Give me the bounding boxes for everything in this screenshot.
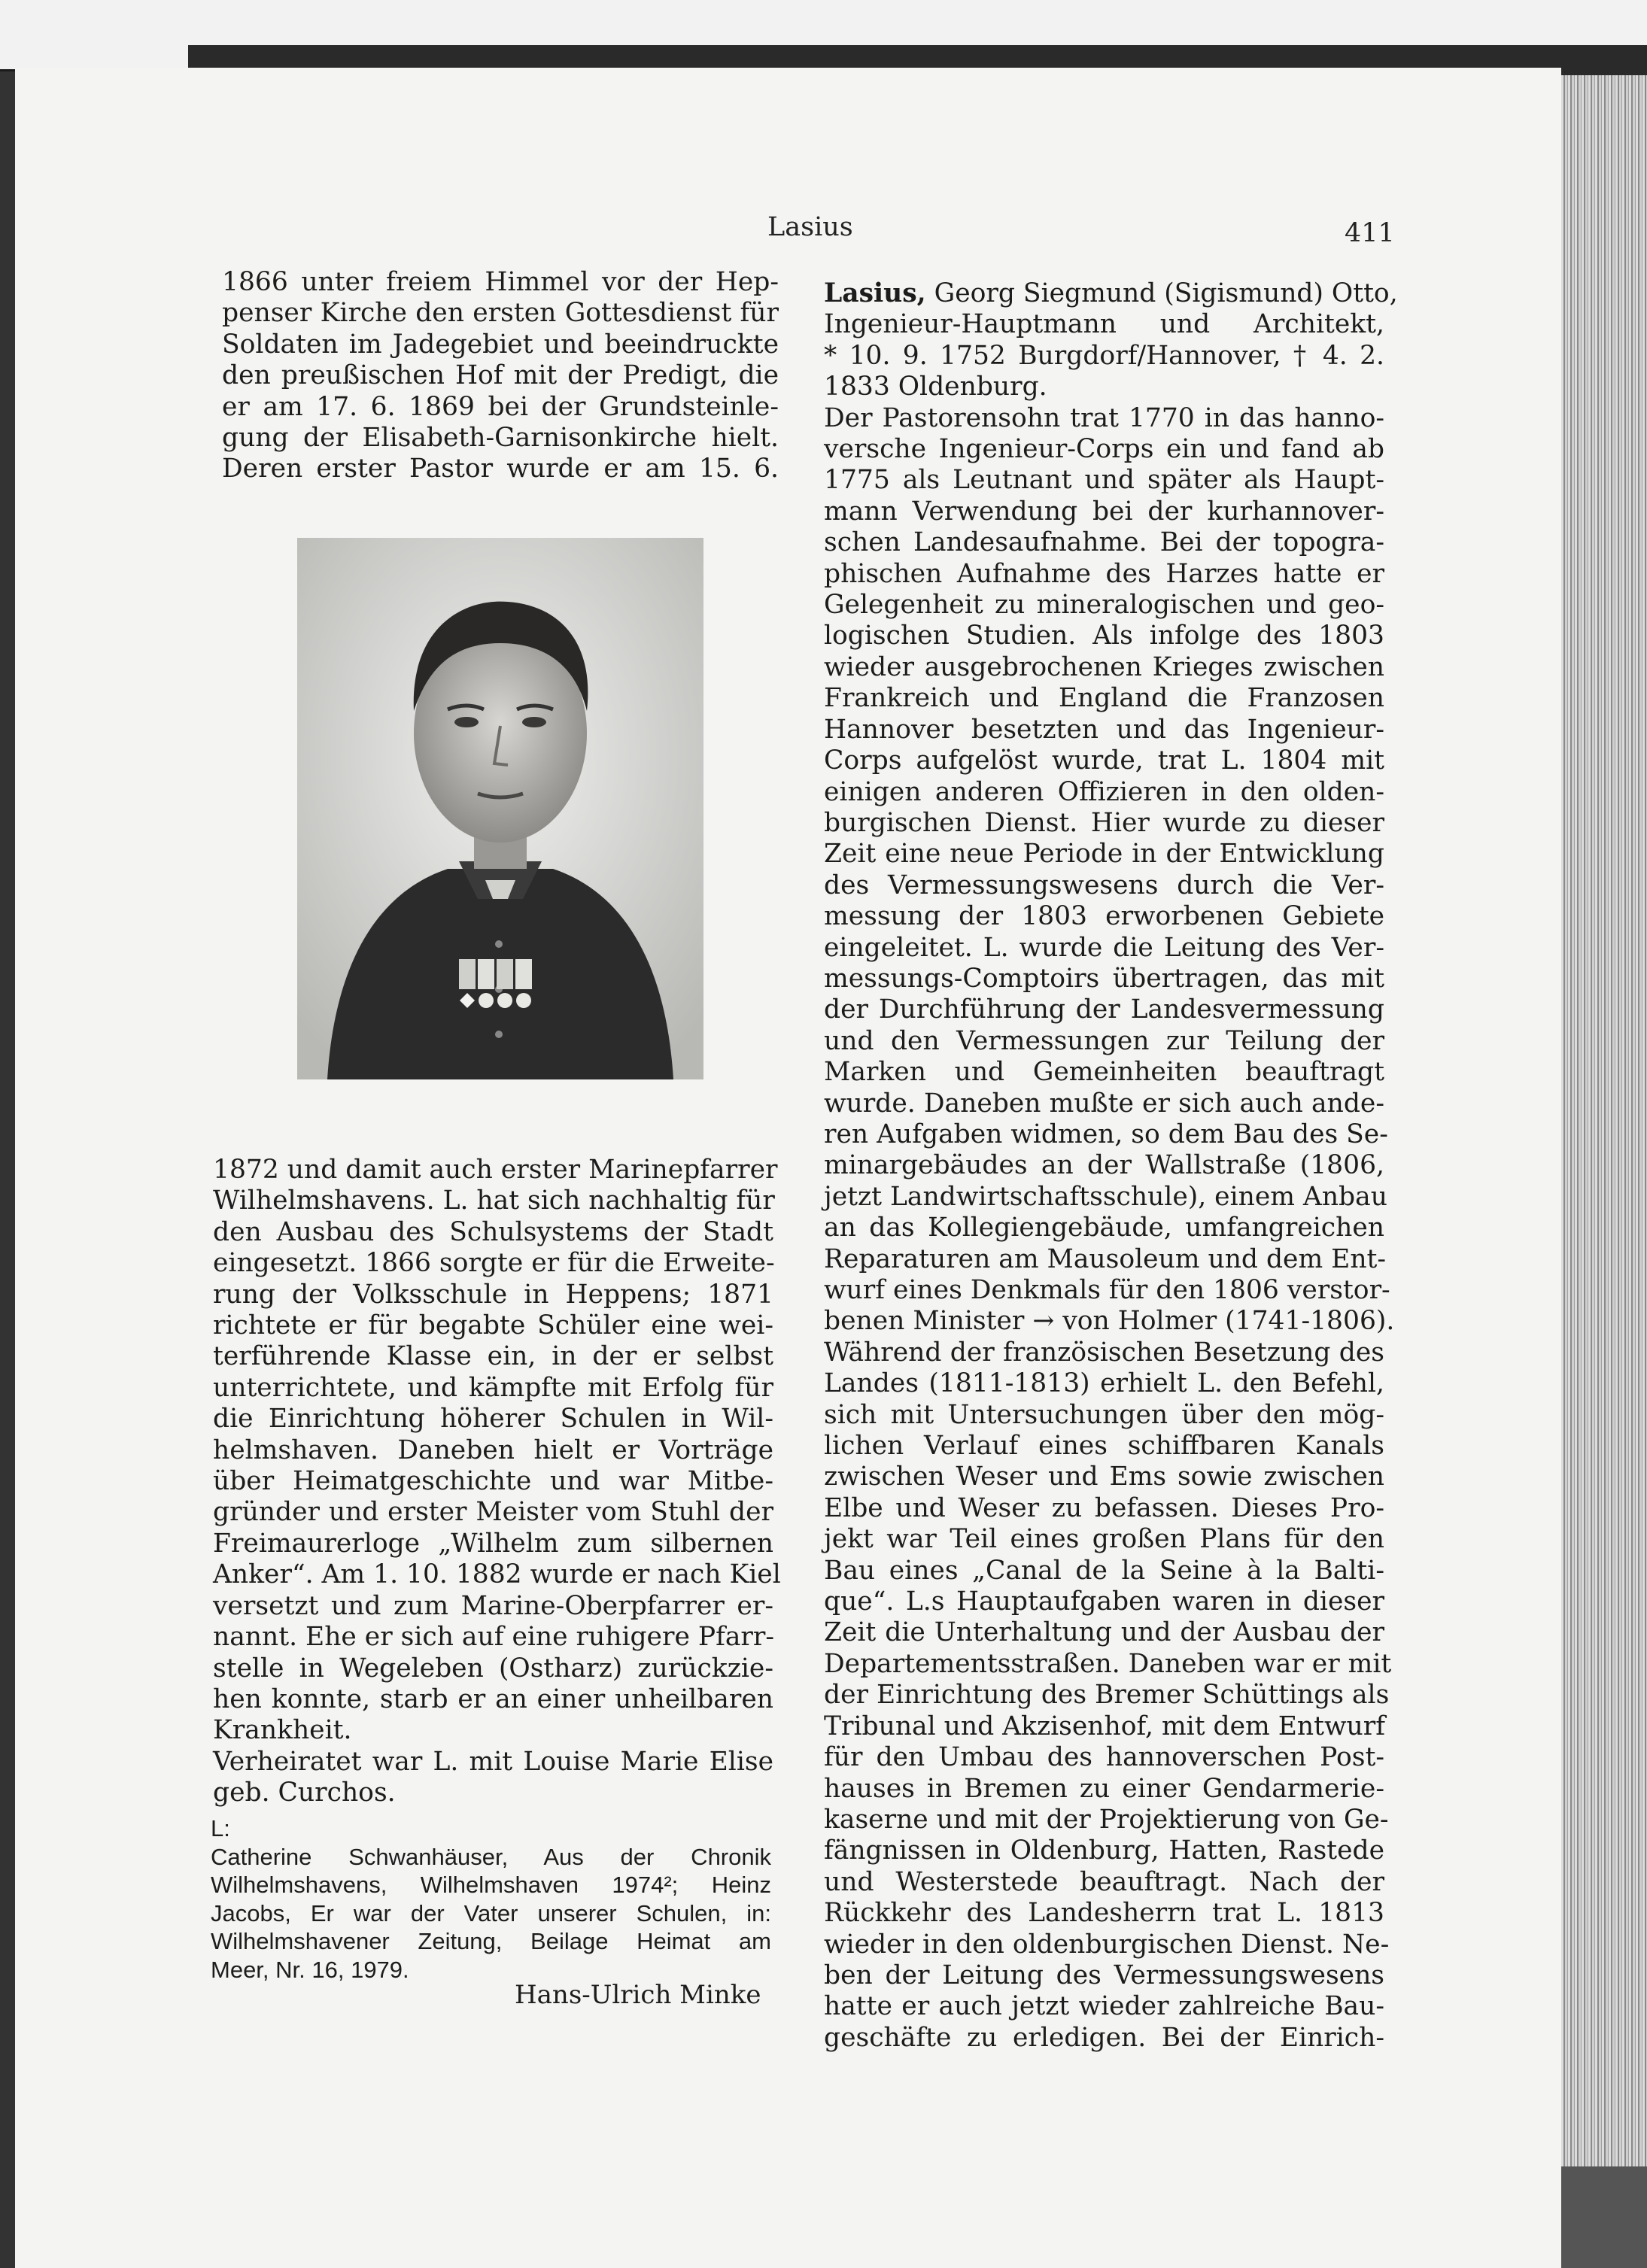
text-line: 1775 als Leutnant und später als Haupt- [824,465,1384,496]
entry-name-rest: Georg Siegmund (Sigismund) Otto, [925,278,1398,308]
text-line: nannt. Ehe er sich auf eine ruhigere Pfarr- [213,1622,775,1653]
text-line: er am 17. 6. 1869 bei der Grundsteinle- [222,391,779,422]
text-line: über Heimatgeschichte und war Mitbe- [213,1466,773,1497]
text-line: den preußischen Hof mit der Predigt, die [222,360,779,391]
text-line: ren Aufgaben widmen, so dem Bau des Se- [824,1119,1388,1149]
text-line: hatte er auch jetzt wieder zahlreiche Bau- [824,1991,1384,2022]
text-line: versetzt und zum Marine-Oberpfarrer er- [213,1590,773,1621]
text-line: sich mit Untersuchungen über den mög- [824,1399,1384,1430]
text-line: unterrichtete, und kämpfte mit Erfolg für [213,1372,773,1403]
text-line: hen konnte, starb er an einer unheilbaren [213,1684,773,1714]
book-left-edge [0,71,17,2268]
text-line: Gelegenheit zu mineralogischen und geo- [824,590,1384,621]
text-line: kaserne und mit der Projektierung von Ge- [824,1804,1389,1835]
text-line: rung der Volksschule in Heppens; 1871 [213,1279,773,1310]
text-line: messung der 1803 erworbenen Gebiete [824,901,1384,932]
text-line: burgischen Dienst. Hier wurde zu dieser [824,807,1384,838]
text-line: * 10. 9. 1752 Burgdorf/Hannover, † 4. 2. [824,340,1384,371]
text-line: wurf eines Denkmals für den 1806 verstor- [824,1275,1390,1305]
text-line: und den Vermessungen zur Teilung der [824,1025,1384,1056]
text-line: logischen Studien. Als infolge des 1803 [824,621,1384,651]
text-line: zwischen Weser und Ems sowie zwischen [824,1462,1384,1492]
text-line: ben der Leitung des Vermessungswesens [824,1960,1384,1990]
text-line: Anker“. Am 1. 10. 1882 wurde er nach Kiel [213,1559,781,1590]
right-column-text [824,278,1398,2054]
text-line: wieder in den oldenburgischen Dienst. Ne- [824,1929,1390,1960]
text-line: gung der Elisabeth-Garnisonkirche hielt. [222,423,779,454]
text-line: für den Umbau des hannoverschen Post- [824,1742,1384,1773]
text-line: Marken und Gemeinheiten beauftragt [824,1057,1384,1088]
text-line: penser Kirche den ersten Gottesdienst für [222,298,779,329]
text-line: terführende Klasse ein, in der er selbst [213,1341,773,1372]
text-line: Reparaturen am Mausoleum und dem Ent- [824,1243,1387,1274]
text-line: schen Landesaufnahme. Bei der topogra- [824,527,1384,558]
entry-headline [824,278,1398,309]
text-line: Tribunal und Akzisenhof, mit dem Entwurf [824,1711,1385,1741]
text-line: 1872 und damit auch erster Marinepfarrer [213,1155,778,1185]
text-line: geschäfte zu erledigen. Bei der Einrich- [824,2022,1384,2053]
text-line: der Einrichtung des Bremer Schüttings als [824,1680,1390,1711]
text-line: der Durchführung der Landesvermessung [824,994,1384,1025]
text-line: gründer und erster Meister vom Stuhl der [213,1497,773,1528]
left-column-bottom-text [213,1155,781,1809]
right-column-body [824,309,1395,2054]
text-line: Zeit die Unterhaltung und der Ausbau der [824,1617,1384,1648]
text-line: versche Ingenieur-Corps ein und fand ab [824,434,1384,465]
text-line: minargebäudes an der Wallstraße (1806, [824,1150,1384,1181]
text-line: Wilhelmshavens, Wilhelmshaven 1974²; Heinz [211,1872,771,1898]
text-line: eingesetzt. 1866 sorgte er für die Erweite- [213,1248,775,1279]
text-line: Departementsstraßen. Daneben war er mit [824,1648,1392,1679]
text-line: Wilhelmshavener Zeitung, Beilage Heimat am [211,1928,771,1954]
text-line: Ingenieur-Hauptmann und Architekt, [824,309,1384,340]
portrait-illustration [297,538,703,1079]
text-line: que“. L.s Hauptaufgaben waren in dieser [824,1586,1384,1617]
text-line: Wilhelmshavens. L. hat sich nachhaltig für [213,1186,775,1216]
text-line: Meer, Nr. 16, 1979. [211,1956,409,1983]
text-line: Freimaurerloge „Wilhelm zum silbernen [213,1528,773,1559]
text-line: Rückkehr des Landesherrn trat L. 1813 [824,1898,1384,1929]
text-line: benen Minister → von Holmer (1741-1806). [824,1306,1395,1337]
entry-name: Lasius, [824,278,926,308]
text-line: helmshaven. Daneben hielt er Vorträge [213,1435,773,1465]
bibliography [211,1814,771,1984]
text-line: den Ausbau des Schulsystems der Stadt [213,1216,773,1247]
text-line: Der Pastorensohn trat 1770 in das hanno- [824,402,1384,433]
text-line: geb. Curchos. [213,1778,396,1808]
text-line: Landes (1811-1813) erhielt L. den Befehl, [824,1368,1384,1399]
text-line: Zeit eine neue Periode in der Entwicklung [824,839,1384,870]
text-line: Deren erster Pastor wurde er am 15. 6. [222,454,779,484]
text-line: jekt war Teil eines großen Plans für den [824,1524,1384,1555]
text-line: Elbe und Weser zu befassen. Dieses Pro- [824,1492,1384,1523]
text-line: lichen Verlauf eines schiffbaren Kanals [824,1431,1384,1462]
text-line: einigen anderen Offizieren in den olden- [824,776,1384,807]
text-line: Jacobs, Er war der Vater unserer Schulen, in: [211,1899,771,1926]
text-line: des Vermessungswesens durch die Ver- [824,870,1384,900]
text-line: Verheiratet war L. mit Louise Marie Elise [213,1746,773,1777]
text-line: Krankheit. [213,1715,352,1746]
text-line: hauses in Bremen zu einer Gendarmerie- [824,1773,1384,1804]
bibliography-label: L: [211,1815,230,1841]
left-column-top-text [222,267,779,485]
text-line: 1833 Oldenburg. [824,372,1047,402]
text-line: Bau eines „Canal de la Seine à la Balti- [824,1555,1384,1586]
text-line: Frankreich und England die Franzosen [824,683,1384,714]
author-signature: Hans-Ulrich Minke [515,1980,761,2010]
text-line: fängnissen in Oldenburg, Hatten, Rastede [824,1835,1384,1866]
portrait-photo [297,538,703,1079]
text-line: die Einrichtung höherer Schulen in Wil- [213,1404,773,1435]
page-edges [1561,75,1647,2268]
text-line: Corps aufgelöst wurde, trat L. 1804 mit [824,745,1384,776]
text-line: 1866 unter freiem Himmel vor der Hep- [222,267,779,297]
running-header: Lasius [767,212,853,242]
text-line: wurde. Daneben mußte er sich auch ande- [824,1088,1384,1119]
text-line: und Westerstede beauftragt. Nach der [824,1866,1384,1897]
text-line: an das Kollegiengebäude, umfangreichen [824,1213,1384,1243]
text-line: Soldaten im Jadegebiet und beeindruckte [222,329,779,360]
text-line: mann Verwendung bei der kurhannover- [824,496,1384,527]
text-line: richtete er für begabte Schüler eine wei- [213,1310,773,1341]
page-number: 411 [1345,218,1395,248]
text-line: jetzt Landwirtschaftsschule), einem Anbau [824,1181,1387,1212]
text-line: Catherine Schwanhäuser, Aus der Chronik [211,1843,771,1870]
text-line: stelle in Wegeleben (Ostharz) zurückzie- [213,1653,773,1684]
book-corner [1561,2166,1647,2268]
text-line: Während der französischen Besetzung des [824,1337,1384,1368]
text-line: wieder ausgebrochenen Krieges zwischen [824,651,1384,682]
text-line: phischen Aufnahme des Harzes hatte er [824,558,1384,589]
text-line: eingeleitet. L. wurde die Leitung des Ver- [824,932,1384,963]
text-line: messungs-Comptoirs übertragen, das mit [824,963,1384,994]
text-line: Hannover besetzten und das Ingenieur- [824,714,1384,745]
bibliography-entries [211,1843,771,1984]
